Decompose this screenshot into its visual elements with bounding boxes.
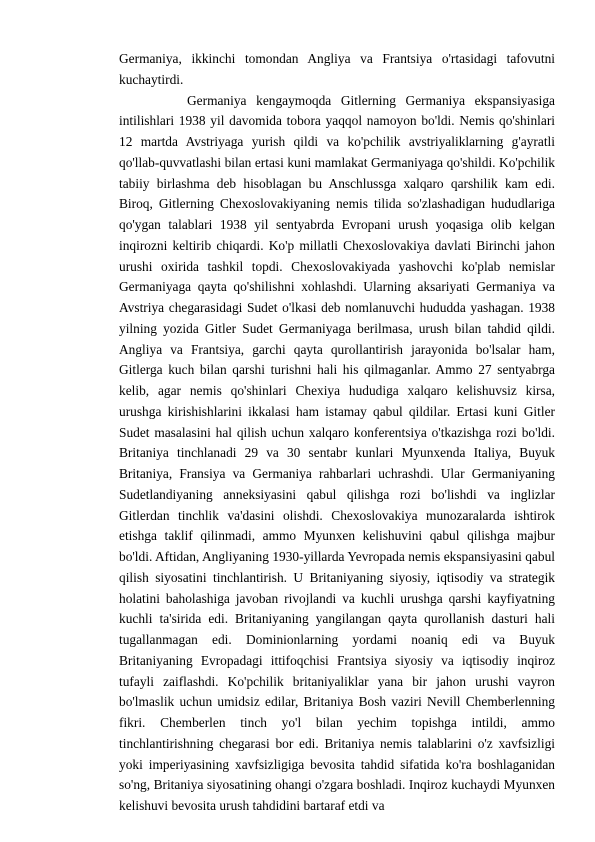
paragraph-1: Germaniya, ikkinchi tomondan Angliya va Frantsiya o'rtasidagi tafovutni kuchaytirdi. — [119, 51, 555, 87]
body-text — [119, 49, 555, 817]
paragraph-2: Germaniya kengaymoqda Gitlerning Germaniya ekspansiyasiga intilishlari 1938 yil davomida tobora yaqqol namoyon bo'ldi. Nemis qo'shinlari 12 martda Avstriyaga yurish qildi va ko'pchilik avstriyaliklarning g'ayratli qo'llab-quvvatlashi bilan ertasi kuni mamlakat Germaniyaga qo'shildi. Ko'pchilik tabiiy birlashma deb hisoblagan bu Anschlussga xalqaro qarshilik kam edi. Biroq, Gitlerning Chexoslovakiyaning nemis tilida so'zlashadigan hududlariga qo'ygan talablari 1938 yil sentyabrda Evropani urush yoqasiga olib kelgan inqirozni keltirib chiqardi. Ko'p millatli Chexoslovakiya davlati Birinchi jahon urushi oxirida tashkil topdi. Chexoslovakiyada yashovchi ko'plab nemislar Germaniyaga qayta qo'shilishni xohlashdi. Ularning aksariyati Germaniya va Avstriya chegarasidagi Sudet o'lkasi deb nomlanuvchi hududda yashagan. 1938 yilning yozida Gitler Sudet Germaniyaga berilmasa, urush bilan tahdid qildi. Angliya va Frantsiya, garchi qayta qurollantirish jarayonida bo'lsalar ham, Gitlerga kuch bilan qarshi turishni hali his qilmaganlar. Ammo 27 sentyabrga kelib, agar nemis qo'shinlari Chexiya hududiga xalqaro kelishuvsiz kirsa, urushga kirishishlarini ikkalasi ham istamay qabul qildilar. Ertasi kuni Gitler Sudet masalasini hal qilish uchun xalqaro konferentsiya o'tkazishga rozi bo'ldi. Britaniya tinchlanadi 29 va 30 sentabr kunlari Myunxenda Italiya, Buyuk Britaniya, Fransiya va Germaniya rahbarlari uchrashdi. Ular Germaniyaning Sudetlandiyaning anneksiyasini qabul qilishga rozi bo'lishdi va inglizlar Gitlerdan tinchlik va'dasini olishdi. Chexoslovakiya munozaralarda ishtirok etishga taklif qilinmadi, ammo Myunxen kelishuvini qabul qilishga majbur bo'ldi. Aftidan, Angliyaning 1930-yillarda Yevropada nemis ekspansiyasini qabul qilish siyosatini tinchlantirish. U Britaniyaning siyosiy, iqtisodiy va strategik holatini baholashiga javoban rivojlandi va kuchli urushga qarshi kayfiyatning kuchli ta'sirida edi. Britaniyaning yangilangan qayta qurollanish dasturi hali tugallanmagan edi. Dominionlarning yordami noaniq edi va Buyuk Britaniyaning Evropadagi ittifoqchisi Frantsiya siyosiy va iqtisodiy inqiroz tufayli zaiflashdi. Ko'pchilik britaniyaliklar yana bir jahon urushi vayron bo'lmaslik uchun umidsiz edilar, Britaniya Bosh vaziri Nevill Chemberlenning fikri. Chemberlen tinch yo'l bilan yechim topishga intildi, ammo tinchlantirishning chegarasi bor edi. Britaniya nemis talablarini o'z xavfsizligi yoki imperiyasining xavfsizligiga bevosita tahdid sifatida ko'ra boshlaganidan so'ng, Britaniya siyosatining ohangi o'zgara boshladi. Inqiroz kuchaydi Myunxen kelishuvi bevosita urush tahdidini bartaraf etdi va — [119, 92, 555, 813]
